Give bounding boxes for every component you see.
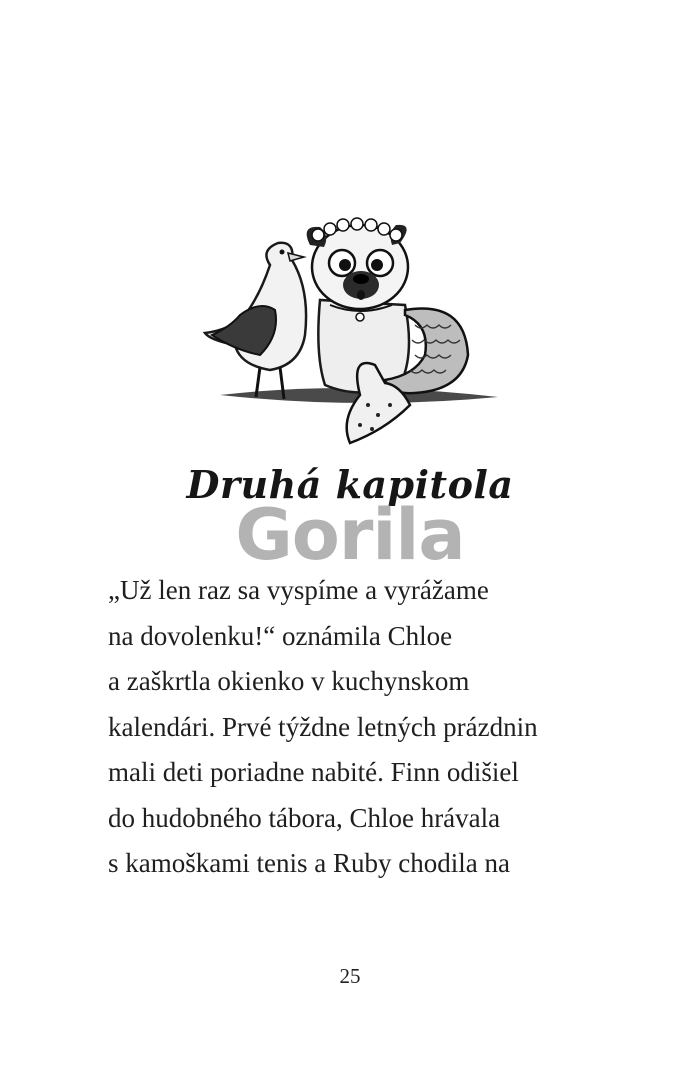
page-number: 25 — [339, 964, 361, 988]
watermark-logo: Gorila — [235, 494, 465, 576]
body-paragraph — [108, 568, 608, 887]
text-line: s kamoškami tenis a Ruby chodila na — [108, 848, 510, 878]
text-line: na dovolenku!“ oznámila Chloe — [108, 620, 453, 651]
text-line: do hudobného tábora, Chloe hrávala — [108, 802, 501, 833]
text-line: kalendári. Prvé týždne letných prázdnin — [108, 711, 538, 742]
seagull-and-mermaid-pug-illustration — [200, 205, 500, 450]
text-line: a zaškrtla okienko v kuchynskom — [108, 666, 470, 696]
text-line: mali deti poriadne nabité. Finn odišiel — [108, 757, 519, 787]
chapter-title: Druhá kapitola — [186, 462, 514, 507]
text-line: „Už len raz sa vyspíme a vyrážame — [108, 575, 489, 605]
